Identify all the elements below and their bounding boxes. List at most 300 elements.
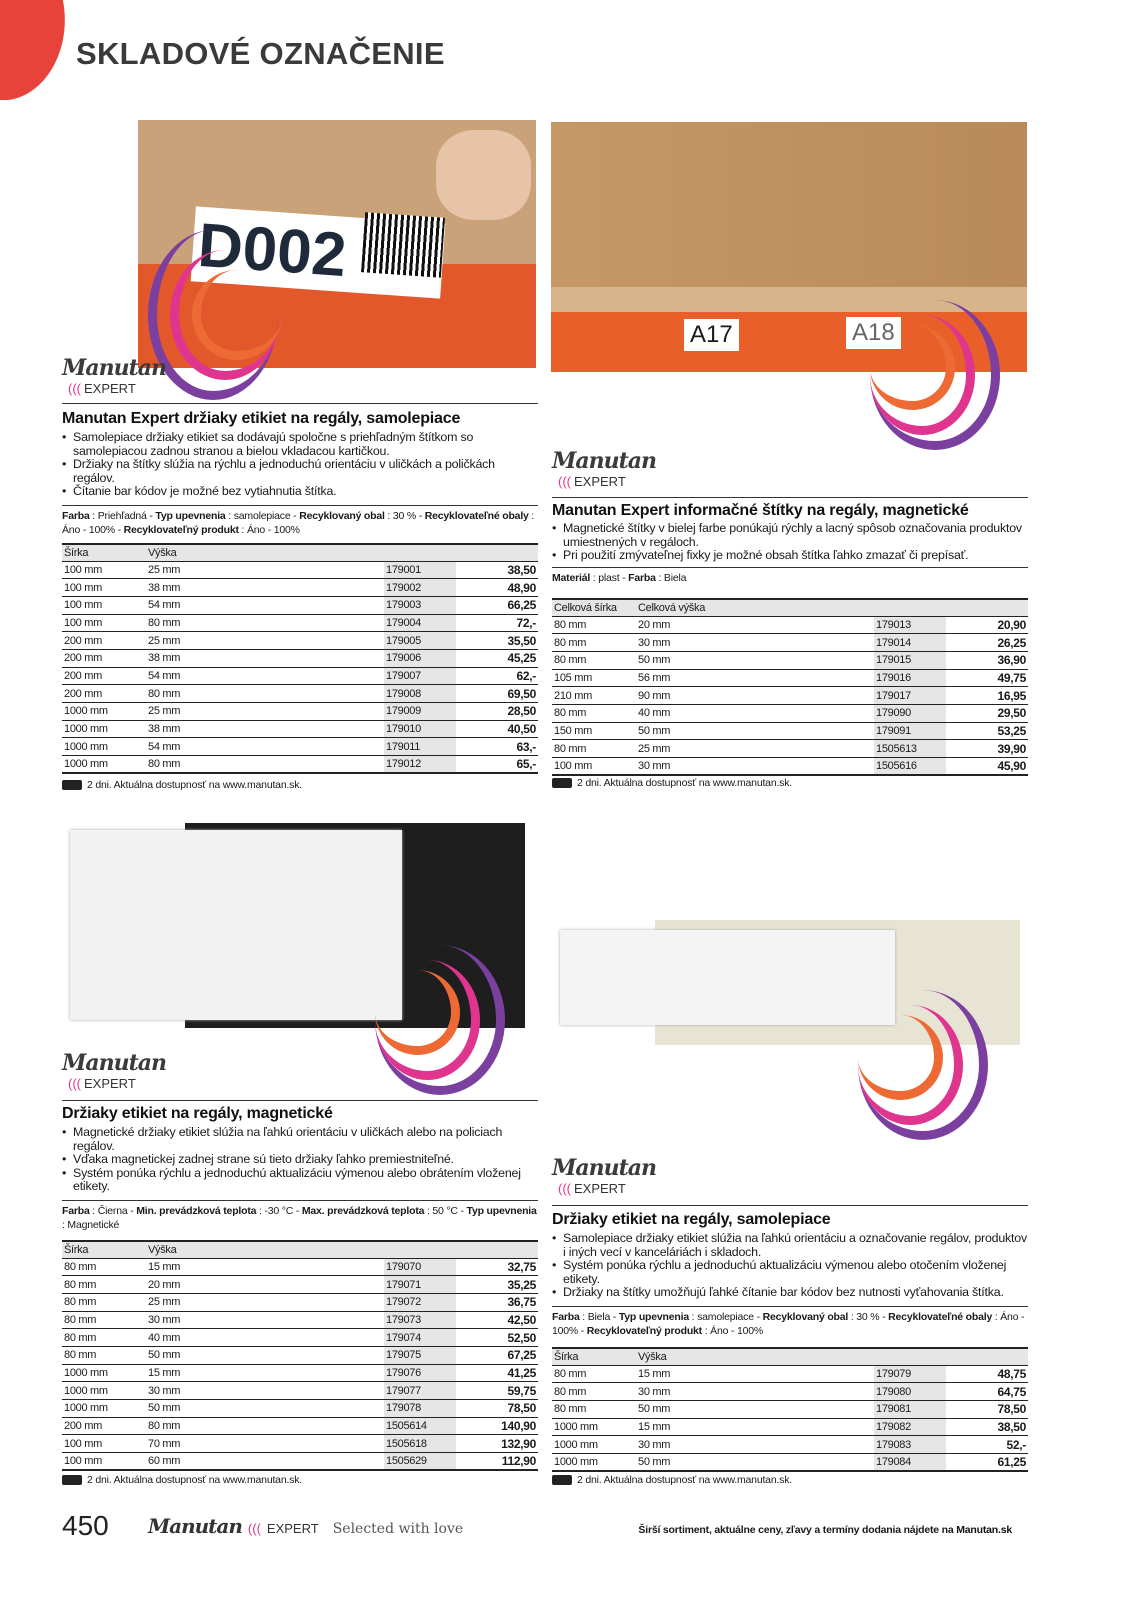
height-cell: 30 mm — [636, 1436, 874, 1454]
image-label-a17: A17 — [684, 319, 739, 351]
height-cell: 40 mm — [636, 704, 874, 722]
hand-shape — [436, 130, 531, 220]
spec-key: Farba — [552, 1311, 580, 1323]
column-header — [384, 544, 456, 561]
logo-expert-text: EXPERT — [574, 1181, 626, 1196]
feature-item: • Systém ponúka rýchlu a jednoduchú aktualizáciu výmenou alebo obrátením vloženej etikety. — [62, 1167, 538, 1194]
feature-list — [62, 431, 538, 499]
height-cell: 56 mm — [636, 669, 874, 687]
height-cell: 80 mm — [146, 756, 384, 774]
spec-key: Farba — [628, 572, 656, 584]
article-code[interactable]: 179015 — [874, 651, 946, 669]
footer-tagline: Selected with love — [332, 1521, 464, 1537]
spec-line: Materiál : plast - Farba : Biela — [552, 567, 1028, 585]
manutan-expert-logo — [62, 1050, 172, 1098]
price: 28,50 — [456, 703, 538, 721]
logo-expert-text: EXPERT — [84, 381, 136, 396]
column-header: Výška — [146, 1241, 384, 1258]
table-row — [552, 634, 1028, 652]
price: 45,25 — [456, 649, 538, 667]
expert-waves-icon: ((( — [558, 474, 571, 489]
price: 35,50 — [456, 632, 538, 650]
logo-wordmark: Manutan — [62, 355, 167, 381]
table-row — [62, 1382, 538, 1400]
height-cell: 25 mm — [636, 740, 874, 758]
height-cell: 54 mm — [146, 596, 384, 614]
article-code[interactable]: 1505629 — [384, 1453, 456, 1471]
height-cell: 30 mm — [146, 1311, 384, 1329]
price: 38,50 — [456, 561, 538, 579]
price: 52,50 — [456, 1329, 538, 1347]
table-row — [552, 758, 1028, 776]
feature-item: • Samolepiace držiaky etikiet slúžia na ľahkú orientáciu a označovanie regálov, produktov i iných vecí v kanceláriách i skladoch. — [552, 1232, 1028, 1259]
spec-key: Farba — [62, 1205, 90, 1217]
table-row — [62, 1329, 538, 1347]
height-cell: 30 mm — [636, 1383, 874, 1401]
price: 48,75 — [946, 1365, 1028, 1383]
arc — [375, 970, 460, 1055]
height-cell: 30 mm — [636, 758, 874, 776]
price: 48,90 — [456, 579, 538, 597]
price: 41,25 — [456, 1364, 538, 1382]
price: 72,- — [456, 614, 538, 632]
width-cell: 80 mm — [62, 1276, 146, 1294]
column-header: Výška — [636, 1348, 874, 1365]
article-code[interactable]: 179083 — [874, 1436, 946, 1454]
table-row — [62, 667, 538, 685]
article-code[interactable]: 179014 — [874, 634, 946, 652]
height-cell: 50 mm — [146, 1400, 384, 1418]
price: 35,25 — [456, 1276, 538, 1294]
divider — [552, 497, 1028, 498]
article-code[interactable]: 179016 — [874, 669, 946, 687]
truck-icon — [552, 778, 572, 788]
height-cell: 50 mm — [636, 651, 874, 669]
height-cell: 50 mm — [636, 722, 874, 740]
article-code[interactable]: 1505618 — [384, 1435, 456, 1453]
logo-expert — [68, 381, 172, 396]
column-header — [456, 1241, 538, 1258]
spec-key: Min. prevádzková teplota — [136, 1205, 257, 1217]
article-code[interactable]: 179017 — [874, 687, 946, 705]
price: 78,50 — [456, 1400, 538, 1418]
table-row — [62, 1453, 538, 1471]
image-label-a18: A18 — [846, 317, 901, 349]
table-header — [62, 1241, 538, 1258]
insert-card — [560, 930, 895, 1025]
spec-key: Max. prevádzková teplota — [301, 1205, 425, 1217]
width-cell: 80 mm — [62, 1311, 146, 1329]
height-cell: 15 mm — [636, 1365, 874, 1383]
height-cell: 54 mm — [146, 667, 384, 685]
footer — [62, 1510, 1022, 1550]
price: 61,25 — [946, 1453, 1028, 1471]
width-cell: 1000 mm — [552, 1436, 636, 1454]
height-cell: 90 mm — [636, 687, 874, 705]
column-header: Výška — [146, 544, 384, 561]
feature-item: • Držiaky na štítky slúžia na rýchlu a jednoduchú orientáciu v uličkách a poličkách regálov. — [62, 458, 538, 485]
divider — [62, 1100, 538, 1101]
column-header — [946, 599, 1028, 616]
article-code[interactable]: 179082 — [874, 1418, 946, 1436]
delivery-note — [62, 779, 538, 791]
manutan-expert-logo — [552, 448, 662, 496]
delivery-text: 2 dni. Aktuálna dostupnosť na www.manutan.sk. — [87, 779, 302, 791]
article-code[interactable]: 179007 — [384, 667, 456, 685]
arc — [192, 270, 282, 360]
manutan-link[interactable]: Manutan.sk — [956, 1524, 1012, 1536]
insert-card — [70, 830, 402, 1020]
corner-accent — [0, 0, 65, 100]
price: 26,25 — [946, 634, 1028, 652]
spec-key: Recyklovateľné obaly — [424, 510, 529, 522]
divider — [62, 403, 538, 404]
price: 53,25 — [946, 722, 1028, 740]
height-cell: 20 mm — [146, 1276, 384, 1294]
product-table — [62, 1240, 538, 1471]
feature-list — [62, 1126, 538, 1194]
width-cell: 80 mm — [62, 1293, 146, 1311]
product-title: Manutan Expert držiaky etikiet na regály, samolepiace — [62, 410, 461, 427]
width-cell: 200 mm — [62, 649, 146, 667]
article-code[interactable]: 179076 — [384, 1364, 456, 1382]
height-cell: 54 mm — [146, 738, 384, 756]
table-row — [552, 1383, 1028, 1401]
table-row — [552, 704, 1028, 722]
logo-wordmark: Manutan — [552, 1155, 657, 1181]
width-cell: 80 mm — [552, 1383, 636, 1401]
product-title: Manutan Expert informačné štítky na regály, magnetické — [552, 502, 969, 519]
width-cell: 200 mm — [62, 1417, 146, 1435]
table-row — [62, 738, 538, 756]
article-code[interactable]: 179073 — [384, 1311, 456, 1329]
width-cell: 1000 mm — [62, 738, 146, 756]
table-row — [552, 1453, 1028, 1471]
divider — [552, 1205, 1028, 1206]
price: 45,90 — [946, 758, 1028, 776]
logo-expert — [558, 474, 662, 489]
width-cell: 1000 mm — [62, 1400, 146, 1418]
width-cell: 100 mm — [62, 596, 146, 614]
width-cell: 100 mm — [62, 561, 146, 579]
article-code[interactable]: 179006 — [384, 649, 456, 667]
logo-expert — [558, 1181, 662, 1196]
table-row — [62, 756, 538, 774]
width-cell: 80 mm — [552, 651, 636, 669]
table-row — [552, 616, 1028, 634]
page-number: 450 — [62, 1510, 109, 1541]
table-row — [62, 649, 538, 667]
height-cell: 50 mm — [636, 1400, 874, 1418]
table-row — [62, 561, 538, 579]
column-header: Šírka — [62, 544, 146, 561]
spec-key: Typ upevnenia — [155, 510, 226, 522]
product-title: Držiaky etikiet na regály, magnetické — [62, 1105, 333, 1122]
table-row — [62, 1364, 538, 1382]
article-code[interactable]: 179091 — [874, 722, 946, 740]
table-row — [552, 740, 1028, 758]
price: 29,50 — [946, 704, 1028, 722]
article-code[interactable]: 179003 — [384, 596, 456, 614]
article-code[interactable]: 179084 — [874, 1453, 946, 1471]
delivery-note — [552, 1474, 1028, 1486]
logo-wordmark: Manutan — [62, 1050, 167, 1076]
spec-line: Farba : Čierna - Min. prevádzková teplota : -30 °C - Max. prevádzková teplota : 50 °C - Typ upevnenia : Magnetické — [62, 1200, 538, 1232]
logo-expert — [68, 1076, 172, 1091]
height-cell: 15 mm — [146, 1364, 384, 1382]
width-cell: 100 mm — [62, 1435, 146, 1453]
width-cell: 1000 mm — [62, 756, 146, 774]
spec-key: Recyklovaný obal — [762, 1311, 849, 1323]
table-row — [62, 1417, 538, 1435]
barcode-icon — [361, 212, 445, 277]
article-code[interactable]: 179008 — [384, 685, 456, 703]
table-row — [62, 1346, 538, 1364]
product-table — [62, 543, 538, 774]
width-cell: 80 mm — [62, 1346, 146, 1364]
height-cell: 15 mm — [146, 1258, 384, 1276]
width-cell: 80 mm — [552, 704, 636, 722]
column-header: Šírka — [62, 1241, 146, 1258]
column-header — [384, 1241, 456, 1258]
column-header: Celková šírka — [552, 599, 636, 616]
table-row — [552, 687, 1028, 705]
spec-line: Farba : Priehľadná - Typ upevnenia : samolepiace - Recyklovaný obal : 30 % - Recyklovateľné obaly : Áno - 100% - Recyklovateľný produkt : Áno - 100% — [62, 505, 538, 537]
article-code[interactable]: 1505614 — [384, 1417, 456, 1435]
article-code[interactable]: 179005 — [384, 632, 456, 650]
arc — [870, 325, 955, 410]
table-row — [552, 1400, 1028, 1418]
width-cell: 1000 mm — [62, 1382, 146, 1400]
spec-line: Farba : Biela - Typ upevnenia : samolepiace - Recyklovaný obal : 30 % - Recyklovateľné obaly : Áno - 100% - Recyklovateľný produkt : Áno - 100% — [552, 1306, 1028, 1338]
feature-item: • Pri použití zmývateľnej fixky je možné obsah štítka ľahko zmazať či prepísať. — [552, 549, 1028, 563]
price: 52,- — [946, 1436, 1028, 1454]
price: 39,90 — [946, 740, 1028, 758]
width-cell: 1000 mm — [552, 1418, 636, 1436]
height-cell: 50 mm — [636, 1453, 874, 1471]
feature-item: • Vďaka magnetickej zadnej strane sú tieto držiaky ľahko premiestniteľné. — [62, 1153, 538, 1167]
article-code[interactable]: 179072 — [384, 1293, 456, 1311]
spec-key: Typ upevnenia — [618, 1311, 689, 1323]
footer-info-text: Širší sortiment, aktuálne ceny, zľavy a termíny dodania nájdete na — [638, 1524, 957, 1536]
table-row — [62, 1435, 538, 1453]
article-code[interactable]: 179075 — [384, 1346, 456, 1364]
price: 78,50 — [946, 1400, 1028, 1418]
height-cell: 50 mm — [146, 1346, 384, 1364]
footer-logo — [148, 1514, 463, 1538]
height-cell: 38 mm — [146, 720, 384, 738]
article-code[interactable]: 179074 — [384, 1329, 456, 1347]
article-code[interactable]: 179090 — [874, 704, 946, 722]
feature-list — [552, 522, 1028, 563]
expert-waves-icon: ((( — [68, 1076, 81, 1091]
feature-item: • Samolepiace držiaky etikiet sa dodávajú spoločne s priehľadným štítkom so samolepiacou zadnou stranou a bielou vkladacou kartičkou. — [62, 431, 538, 458]
column-header: Celková výška — [636, 599, 874, 616]
table-row — [62, 1258, 538, 1276]
arc — [858, 1015, 943, 1100]
height-cell: 80 mm — [146, 614, 384, 632]
column-header — [874, 1348, 946, 1365]
delivery-note — [552, 777, 1028, 789]
width-cell: 1000 mm — [62, 703, 146, 721]
article-code[interactable]: 179070 — [384, 1258, 456, 1276]
price: 32,75 — [456, 1258, 538, 1276]
width-cell: 105 mm — [552, 669, 636, 687]
article-code[interactable]: 179081 — [874, 1400, 946, 1418]
article-code[interactable]: 179001 — [384, 561, 456, 579]
price: 16,95 — [946, 687, 1028, 705]
price: 66,25 — [456, 596, 538, 614]
height-cell: 30 mm — [636, 634, 874, 652]
width-cell: 80 mm — [552, 1400, 636, 1418]
table-header — [552, 1348, 1028, 1365]
price: 20,90 — [946, 616, 1028, 634]
width-cell: 1000 mm — [62, 1364, 146, 1382]
width-cell: 100 mm — [62, 579, 146, 597]
footer-info — [638, 1524, 1012, 1536]
height-cell: 40 mm — [146, 1329, 384, 1347]
article-code[interactable]: 179002 — [384, 579, 456, 597]
image-label-text: D002 — [195, 210, 349, 291]
spec-key: Recyklovateľný produkt — [586, 1325, 702, 1337]
expert-waves-icon: ((( — [68, 381, 81, 396]
price: 40,50 — [456, 720, 538, 738]
height-cell: 15 mm — [636, 1418, 874, 1436]
table-row — [552, 1365, 1028, 1383]
table-row — [62, 1311, 538, 1329]
width-cell: 80 mm — [62, 1329, 146, 1347]
spec-key: Materiál — [552, 572, 591, 584]
article-code[interactable]: 179078 — [384, 1400, 456, 1418]
delivery-note — [62, 1474, 538, 1486]
price: 140,90 — [456, 1417, 538, 1435]
spec-key: Typ upevnenia — [466, 1205, 537, 1217]
height-cell: 25 mm — [146, 703, 384, 721]
table-row — [62, 632, 538, 650]
article-code[interactable]: 1505616 — [874, 758, 946, 776]
article-code[interactable]: 179010 — [384, 720, 456, 738]
height-cell: 80 mm — [146, 685, 384, 703]
table-row — [62, 685, 538, 703]
product-table — [552, 1347, 1028, 1472]
price: 36,90 — [946, 651, 1028, 669]
product-title: Držiaky etikiet na regály, samolepiace — [552, 1211, 831, 1228]
height-cell: 60 mm — [146, 1453, 384, 1471]
feature-list — [552, 1232, 1028, 1300]
delivery-text: 2 dni. Aktuálna dostupnosť na www.manutan.sk. — [87, 1474, 302, 1486]
article-code[interactable]: 179080 — [874, 1383, 946, 1401]
article-code[interactable]: 179079 — [874, 1365, 946, 1383]
width-cell: 100 mm — [62, 1453, 146, 1471]
price: 65,- — [456, 756, 538, 774]
article-code[interactable]: 1505613 — [874, 740, 946, 758]
table-row — [62, 596, 538, 614]
spec-key: Recyklovaný obal — [299, 510, 385, 522]
table-row — [552, 1418, 1028, 1436]
column-header — [946, 1348, 1028, 1365]
height-cell: 80 mm — [146, 1417, 384, 1435]
table-row — [552, 1436, 1028, 1454]
feature-item: • Magnetické držiaky etikiet slúžia na ľahkú orientáciu v uličkách alebo na policiach regálov. — [62, 1126, 538, 1153]
footer-logo-expert: EXPERT — [266, 1521, 319, 1536]
table-row — [552, 651, 1028, 669]
column-header: Šírka — [552, 1348, 636, 1365]
price: 49,75 — [946, 669, 1028, 687]
width-cell: 200 mm — [62, 667, 146, 685]
width-cell: 80 mm — [62, 1258, 146, 1276]
width-cell: 1000 mm — [552, 1453, 636, 1471]
width-cell: 80 mm — [552, 634, 636, 652]
article-code[interactable]: 179013 — [874, 616, 946, 634]
article-code[interactable]: 179012 — [384, 756, 456, 774]
table-row — [552, 669, 1028, 687]
column-header — [874, 599, 946, 616]
article-code[interactable]: 179011 — [384, 738, 456, 756]
logo-wordmark: Manutan — [552, 448, 657, 474]
table-row — [62, 720, 538, 738]
width-cell: 1000 mm — [62, 720, 146, 738]
width-cell: 80 mm — [552, 1365, 636, 1383]
height-cell: 25 mm — [146, 561, 384, 579]
table-row — [62, 614, 538, 632]
manutan-expert-logo — [552, 1155, 662, 1203]
price: 112,90 — [456, 1453, 538, 1471]
height-cell: 70 mm — [146, 1435, 384, 1453]
truck-icon — [552, 1475, 572, 1485]
width-cell: 200 mm — [62, 685, 146, 703]
truck-icon — [62, 1475, 82, 1485]
table-row — [62, 1276, 538, 1294]
logo-expert-text: EXPERT — [84, 1076, 136, 1091]
article-code[interactable]: 179009 — [384, 703, 456, 721]
height-cell: 25 mm — [146, 632, 384, 650]
delivery-text: 2 dni. Aktuálna dostupnosť na www.manutan.sk. — [577, 1474, 792, 1486]
article-code[interactable]: 179004 — [384, 614, 456, 632]
height-cell: 25 mm — [146, 1293, 384, 1311]
product-table — [552, 598, 1028, 776]
price: 64,75 — [946, 1383, 1028, 1401]
price: 59,75 — [456, 1382, 538, 1400]
truck-icon — [62, 780, 82, 790]
price: 62,- — [456, 667, 538, 685]
manutan-expert-logo — [62, 355, 172, 403]
table-row — [62, 703, 538, 721]
feature-item: • Čítanie bar kódov je možné bez vytiahnutia štítka. — [62, 485, 538, 499]
height-cell: 38 mm — [146, 649, 384, 667]
width-cell: 100 mm — [552, 758, 636, 776]
footer-logo-wordmark: Manutan — [148, 1514, 242, 1538]
spec-key: Farba — [62, 510, 90, 522]
article-code[interactable]: 179071 — [384, 1276, 456, 1294]
delivery-text: 2 dni. Aktuálna dostupnosť na www.manutan.sk. — [577, 777, 792, 789]
height-cell: 20 mm — [636, 616, 874, 634]
price: 63,- — [456, 738, 538, 756]
height-cell: 38 mm — [146, 579, 384, 597]
expert-waves-icon: ((( — [558, 1181, 571, 1196]
page-title: SKLADOVÉ OZNAČENIE — [76, 36, 445, 71]
boxes — [551, 122, 1027, 287]
logo-expert-text: EXPERT — [574, 474, 626, 489]
column-header — [456, 544, 538, 561]
price: 67,25 — [456, 1346, 538, 1364]
table-row — [62, 579, 538, 597]
price: 69,50 — [456, 685, 538, 703]
article-code[interactable]: 179077 — [384, 1382, 456, 1400]
feature-item: • Systém ponúka rýchlu a jednoduchú aktualizáciu výmenou alebo otočením vloženej etikety. — [552, 1259, 1028, 1286]
price: 132,90 — [456, 1435, 538, 1453]
price: 42,50 — [456, 1311, 538, 1329]
width-cell: 210 mm — [552, 687, 636, 705]
